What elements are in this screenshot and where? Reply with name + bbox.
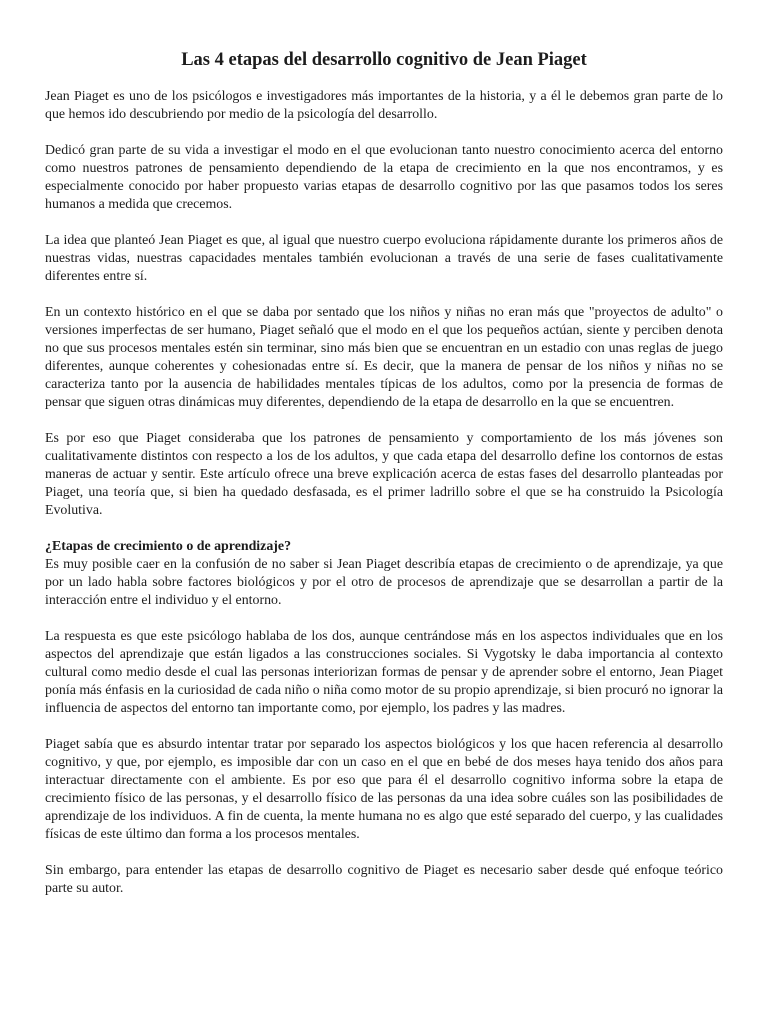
document-page (45, 48, 723, 916)
paragraph-intro-1: Jean Piaget es uno de los psicólogos e investigadores más importantes de la historia, y a él le debemos gran parte de lo que hemos ido descubriendo por medio de la psicología del desarrollo. (45, 89, 723, 122)
paragraph-section-4: Sin embargo, para entender las etapas de desarrollo cognitivo de Piaget es necesario saber desde qué enfoque teórico parte su autor. (45, 863, 723, 896)
paragraph-intro-5: Es por eso que Piaget consideraba que los patrones de pensamiento y comportamiento de los más jóvenes son cualitativamente distintos con respecto a los de los adultos, y que cada etapa del desarrollo define los contornos de estas maneras de actuar y sentir. Este artículo ofrece una breve explicación acerca de estas fases del desarrollo planteadas por Piaget, una teoría que, si bien ha quedado desfasada, es el primer ladrillo sobre el que se ha construido la Psicología Evolutiva. (45, 431, 723, 518)
paragraph-intro-4: En un contexto histórico en el que se daba por sentado que los niños y niñas no eran más que "proyectos de adulto" o versiones imperfectas de ser humano, Piaget señaló que el modo en el que los pequeños actúan, siente y perciben denota no que sus procesos mentales estén sin terminar, sino más bien que se encuentran en un estadio con unas reglas de juego diferentes, aunque coherentes y cohesionadas entre sí. Es decir, que la manera de pensar de los niños y niñas no se caracteriza tanto por la ausencia de habilidades mentales típicas de los adultos, como por la presencia de formas de pensar que siguen otras dinámicas muy diferentes, dependiendo de la etapa de desarrollo en la que se encuentren. (45, 305, 723, 410)
document-title: Las 4 etapas del desarrollo cognitivo de Jean Piaget (181, 50, 587, 70)
paragraph-intro-3: La idea que planteó Jean Piaget es que, al igual que nuestro cuerpo evoluciona rápidamente durante los primeros años de nuestras vidas, nuestras capacidades mentales también evolucionan a través de una serie de fases cualitativamente diferentes entre sí. (45, 233, 723, 284)
paragraph-section-2: La respuesta es que este psicólogo hablaba de los dos, aunque centrándose más en los aspectos individuales que en los aspectos del aprendizaje que están ligados a las construcciones sociales. Si Vygotsky le daba importancia al contexto cultural como medio desde el cual las personas interiorizan formas de pensar y de aprender sobre el entorno, Jean Piaget ponía más énfasis en la curiosidad de cada niño o niña como motor de su propio aprendizaje, si bien procuró no ignorar la influencia de aspectos del entorno tan importante como, por ejemplo, los padres y las madres. (45, 629, 723, 716)
paragraph-section-1: Es muy posible caer en la confusión de no saber si Jean Piaget describía etapas de crecimiento o de aprendizaje, ya que por un lado habla sobre factores biológicos y por el otro de procesos de aprendizaje que se desarrollan a partir de la interacción entre el individuo y el entorno. (45, 557, 723, 608)
section-heading: ¿Etapas de crecimiento o de aprendizaje? (45, 539, 292, 554)
paragraph-section-3: Piaget sabía que es absurdo intentar tratar por separado los aspectos biológicos y los que hacen referencia al desarrollo cognitivo, y que, por ejemplo, es imposible dar con un caso en el que en bebé de dos meses haya tenido dos años para interactuar directamente con el ambiente. Es por eso que para él el desarrollo cognitivo informa sobre la etapa de crecimiento físico de las personas, y el desarrollo físico de las personas da una idea sobre cuáles son las posibilidades de aprendizaje de los individuos. A fin de cuenta, la mente humana no es algo que esté separado del cuerpo, y las cualidades físicas de este último dan forma a los procesos mentales. (45, 737, 723, 842)
paragraph-intro-2: Dedicó gran parte de su vida a investigar el modo en el que evolucionan tanto nuestro conocimiento acerca del entorno como nuestros patrones de pensamiento dependiendo de la etapa de crecimiento en la que nos encontramos, y es especialmente conocido por haber propuesto varias etapas de desarrollo cognitivo por las que pasamos todos los seres humanos a medida que crecemos. (45, 143, 723, 212)
